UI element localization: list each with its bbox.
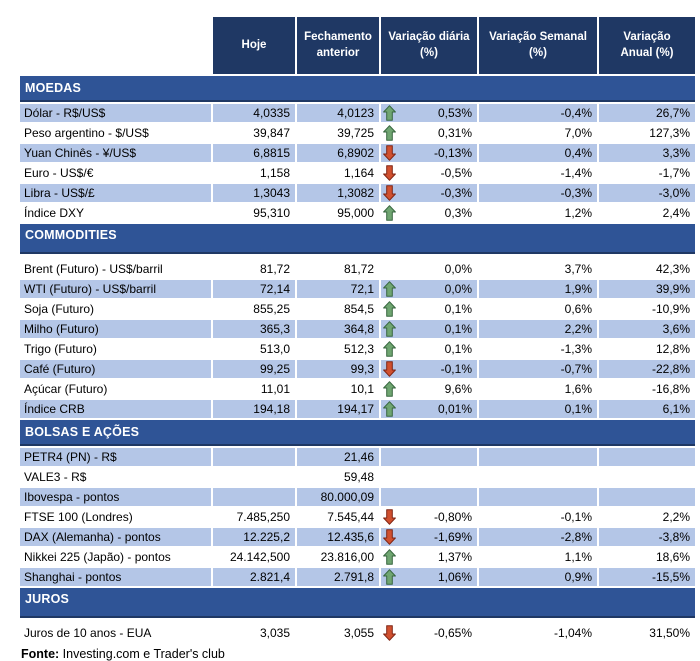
daily-variation-value: 9,6% — [444, 382, 472, 396]
row-label: Café (Futuro) — [20, 360, 211, 378]
weekly-variation-value: 1,2% — [564, 206, 592, 220]
annual-variation-value — [599, 448, 695, 466]
daily-variation-cell — [381, 300, 477, 318]
daily-variation-cell — [381, 488, 477, 506]
daily-variation-cell — [381, 508, 477, 526]
daily-variation-cell — [381, 380, 477, 398]
today-value: 1,3043 — [213, 184, 295, 202]
daily-variation-value: 1,06% — [437, 570, 472, 584]
previous-close-value: 3,055 — [343, 626, 374, 640]
weekly-variation-value: 1,1% — [564, 550, 592, 564]
daily-variation-value: 0,1% — [444, 342, 472, 356]
weekly-variation-value: -2,8% — [479, 528, 597, 546]
column-header-line: Variação diária — [388, 30, 470, 43]
section-header-commodities — [20, 224, 695, 254]
section-header-bolsas-e-acoes — [20, 420, 695, 446]
weekly-variation-value: -1,4% — [560, 166, 592, 180]
up-arrow-icon — [383, 301, 396, 317]
up-arrow-icon — [383, 281, 396, 297]
annual-variation-value: 12,8% — [655, 342, 690, 356]
row-label: Juros de 10 anos - EUA — [24, 626, 152, 640]
column-header-line: (%) — [529, 46, 547, 59]
today-value: 3,035 — [259, 626, 290, 640]
annual-variation-value: 18,6% — [655, 550, 690, 564]
previous-close-value: 512,3 — [343, 342, 374, 356]
row-label: Nikkei 225 (Japão) - pontos — [24, 550, 171, 564]
weekly-variation-value: 7,0% — [564, 126, 592, 140]
annual-variation-value: -3,8% — [599, 528, 695, 546]
annual-variation-value: 3,3% — [599, 144, 695, 162]
market-summary-table — [20, 17, 695, 661]
row-label: DAX (Alemanha) - pontos — [20, 528, 211, 546]
previous-close-value: 7.545,44 — [327, 510, 374, 524]
daily-variation-cell — [381, 164, 477, 182]
column-header-previous-close — [297, 17, 379, 74]
previous-close-value: 10,1 — [350, 382, 374, 396]
column-header-line: Hoje — [241, 38, 267, 51]
weekly-variation-value: 0,9% — [479, 568, 597, 586]
previous-close-value: 854,5 — [343, 302, 374, 316]
table-row-yuan-chines-us — [20, 144, 695, 162]
table-row-soja-futuro — [20, 300, 695, 318]
column-header-line: (%) — [420, 46, 438, 59]
column-header-annual-variation — [599, 17, 695, 74]
today-value: 513,0 — [259, 342, 290, 356]
daily-variation-value: -0,65% — [433, 626, 472, 640]
daily-variation-value: 0,0% — [444, 282, 472, 296]
table-row-dax-alemanha-pontos — [20, 528, 695, 546]
table-row-milho-futuro — [20, 320, 695, 338]
daily-variation-cell — [381, 104, 477, 122]
daily-variation-value: 0,53% — [437, 106, 472, 120]
annual-variation-value: 6,1% — [599, 400, 695, 418]
daily-variation-cell — [381, 624, 477, 642]
up-arrow-icon — [383, 205, 396, 221]
previous-close-value: 21,46 — [297, 448, 379, 466]
row-label: Euro - US$/€ — [24, 166, 94, 180]
previous-close-value: 6,8902 — [297, 144, 379, 162]
weekly-variation-value: 0,4% — [479, 144, 597, 162]
annual-variation-value: -1,7% — [658, 166, 690, 180]
annual-variation-value: -22,8% — [599, 360, 695, 378]
today-value: 11,01 — [260, 382, 290, 396]
today-value: 194,18 — [213, 400, 295, 418]
row-label: WTI (Futuro) - US$/barril — [20, 280, 211, 298]
section-title: BOLSAS E AÇÕES — [25, 425, 140, 439]
down-arrow-icon — [383, 509, 396, 525]
section-title: JUROS — [25, 592, 70, 606]
row-label: FTSE 100 (Londres) — [24, 510, 133, 524]
today-value: 6,8815 — [213, 144, 295, 162]
today-value: 95,310 — [253, 206, 290, 220]
daily-variation-value: -0,3% — [440, 186, 472, 200]
table-row-nikkei-225-japao-pontos — [20, 548, 695, 566]
table-row-cafe-futuro — [20, 360, 695, 378]
today-value: 2.821,4 — [213, 568, 295, 586]
annual-variation-value: 31,50% — [649, 626, 690, 640]
weekly-variation-value: -0,3% — [479, 184, 597, 202]
table-row-petr4-pn-r — [20, 448, 695, 466]
row-label: VALE3 - R$ — [24, 470, 87, 484]
column-header-line: Variação — [623, 30, 671, 43]
annual-variation-value: 26,7% — [599, 104, 695, 122]
row-label: Libra - US$/£ — [20, 184, 211, 202]
previous-close-value: 59,48 — [343, 470, 374, 484]
today-value: 72,14 — [213, 280, 295, 298]
table-body — [20, 76, 695, 642]
daily-variation-value: 0,0% — [444, 262, 472, 276]
annual-variation-value: -3,0% — [599, 184, 695, 202]
section-title: COMMODITIES — [25, 228, 117, 242]
up-arrow-icon — [383, 549, 396, 565]
today-value: 99,25 — [213, 360, 295, 378]
down-arrow-icon — [383, 625, 396, 641]
daily-variation-cell — [381, 468, 477, 486]
row-label: Dólar - R$/US$ — [20, 104, 211, 122]
daily-variation-value: -0,13% — [433, 146, 472, 160]
column-header-daily-variation — [381, 17, 477, 74]
source-text: Investing.com e Trader's club — [62, 647, 225, 661]
row-label: Soja (Futuro) — [24, 302, 95, 316]
annual-variation-value: 42,3% — [655, 262, 690, 276]
annual-variation-value: 2,2% — [662, 510, 690, 524]
up-arrow-icon — [383, 401, 396, 417]
down-arrow-icon — [383, 145, 396, 161]
daily-variation-value: -0,5% — [440, 166, 472, 180]
column-header-line: Variação Semanal — [489, 30, 587, 43]
daily-variation-cell — [381, 184, 477, 202]
annual-variation-value — [599, 488, 695, 506]
column-header-weekly-variation — [479, 17, 597, 74]
today-value: 855,25 — [253, 302, 290, 316]
daily-variation-cell — [381, 548, 477, 566]
daily-variation-cell — [381, 400, 477, 418]
today-value: 81,72 — [259, 262, 290, 276]
previous-close-value: 23.816,00 — [320, 550, 374, 564]
today-value: 39,847 — [253, 126, 290, 140]
weekly-variation-value: -1,04% — [553, 626, 592, 640]
table-row-juros-de-10-anos-eua — [20, 624, 695, 642]
weekly-variation-value: 3,7% — [564, 262, 592, 276]
today-value: 4,0335 — [213, 104, 295, 122]
daily-variation-cell — [381, 340, 477, 358]
table-row-ibovespa-pontos — [20, 488, 695, 506]
weekly-variation-value — [479, 488, 597, 506]
annual-variation-value: 3,6% — [599, 320, 695, 338]
daily-variation-value: -0,80% — [433, 510, 472, 524]
table-row-ftse-100-londres — [20, 508, 695, 526]
weekly-variation-value: 1,9% — [479, 280, 597, 298]
previous-close-value: 99,3 — [297, 360, 379, 378]
up-arrow-icon — [383, 341, 396, 357]
table-row-peso-argentino-us — [20, 124, 695, 142]
daily-variation-cell — [381, 260, 477, 278]
today-value — [213, 448, 295, 466]
weekly-variation-value: -0,1% — [560, 510, 592, 524]
section-header-juros — [20, 588, 695, 618]
up-arrow-icon — [383, 125, 396, 141]
weekly-variation-value: -0,4% — [479, 104, 597, 122]
row-label: Trigo (Futuro) — [24, 342, 97, 356]
today-value: 12.225,2 — [213, 528, 295, 546]
daily-variation-cell — [381, 124, 477, 142]
column-header-line: Fechamento — [304, 30, 372, 43]
today-value — [213, 468, 295, 486]
row-label: Açúcar (Futuro) — [24, 382, 108, 396]
previous-close-value: 1,3082 — [297, 184, 379, 202]
daily-variation-cell — [381, 568, 477, 586]
daily-variation-value: 0,01% — [437, 402, 472, 416]
table-row-trigo-futuro — [20, 340, 695, 358]
annual-variation-value: 39,9% — [599, 280, 695, 298]
weekly-variation-value — [479, 448, 597, 466]
weekly-variation-value: 0,1% — [479, 400, 597, 418]
annual-variation-value — [599, 468, 695, 486]
previous-close-value: 1,164 — [343, 166, 374, 180]
row-label: Índice DXY — [24, 206, 85, 220]
daily-variation-cell — [381, 320, 477, 338]
daily-variation-value: 1,37% — [437, 550, 472, 564]
daily-variation-value: 0,3% — [444, 206, 472, 220]
annual-variation-value: -15,5% — [599, 568, 695, 586]
column-header-line: Anual (%) — [620, 46, 674, 59]
table-row-shanghai-pontos — [20, 568, 695, 586]
weekly-variation-value: 0,6% — [564, 302, 592, 316]
row-label: Milho (Futuro) — [20, 320, 211, 338]
daily-variation-value: -1,69% — [433, 530, 472, 544]
weekly-variation-value: -0,7% — [479, 360, 597, 378]
daily-variation-value: -0,1% — [440, 362, 472, 376]
section-title: MOEDAS — [25, 81, 82, 95]
up-arrow-icon — [383, 321, 396, 337]
daily-variation-cell — [381, 360, 477, 378]
source-line — [20, 647, 695, 661]
table-row-vale3-r — [20, 468, 695, 486]
daily-variation-cell — [381, 448, 477, 466]
daily-variation-value: 0,1% — [444, 322, 472, 336]
table-row-libra-us — [20, 184, 695, 202]
previous-close-value: 39,725 — [337, 126, 374, 140]
today-value: 7.485,250 — [236, 510, 290, 524]
table-row-wti-futuro-us-barril — [20, 280, 695, 298]
up-arrow-icon — [383, 381, 396, 397]
annual-variation-value: -10,9% — [651, 302, 690, 316]
previous-close-value: 2.791,8 — [297, 568, 379, 586]
row-label: PETR4 (PN) - R$ — [20, 448, 211, 466]
daily-variation-cell — [381, 204, 477, 222]
table-row-euro-us — [20, 164, 695, 182]
today-value: 365,3 — [213, 320, 295, 338]
weekly-variation-value: 1,6% — [564, 382, 592, 396]
table-row-brent-futuro-us-barril — [20, 260, 695, 278]
daily-variation-cell — [381, 280, 477, 298]
up-arrow-icon — [383, 569, 396, 585]
table-row-indice-dxy — [20, 204, 695, 222]
today-value — [213, 488, 295, 506]
row-label: Ibovespa - pontos — [20, 488, 211, 506]
row-label: Índice CRB — [20, 400, 211, 418]
row-label: Yuan Chinês - ¥/US$ — [20, 144, 211, 162]
today-value: 1,158 — [259, 166, 290, 180]
previous-close-value: 4,0123 — [297, 104, 379, 122]
today-value: 24.142,500 — [229, 550, 290, 564]
table-row-dolar-r-us — [20, 104, 695, 122]
annual-variation-value: 127,3% — [649, 126, 690, 140]
weekly-variation-value: 2,2% — [479, 320, 597, 338]
column-header-line: anterior — [316, 46, 360, 59]
down-arrow-icon — [383, 185, 396, 201]
previous-close-value: 80.000,09 — [297, 488, 379, 506]
down-arrow-icon — [383, 165, 396, 181]
previous-close-value: 72,1 — [297, 280, 379, 298]
weekly-variation-value — [479, 468, 597, 486]
down-arrow-icon — [383, 361, 396, 377]
daily-variation-value: 0,31% — [437, 126, 472, 140]
section-header-moedas — [20, 76, 695, 102]
up-arrow-icon — [383, 105, 396, 121]
previous-close-value: 12.435,6 — [297, 528, 379, 546]
previous-close-value: 81,72 — [343, 262, 374, 276]
daily-variation-value: 0,1% — [444, 302, 472, 316]
weekly-variation-value: -1,3% — [560, 342, 592, 356]
down-arrow-icon — [383, 529, 396, 545]
row-label: Shanghai - pontos — [20, 568, 211, 586]
annual-variation-value: 2,4% — [662, 206, 690, 220]
daily-variation-cell — [381, 528, 477, 546]
previous-close-value: 364,8 — [297, 320, 379, 338]
daily-variation-cell — [381, 144, 477, 162]
column-header-row — [213, 17, 695, 74]
source-label: Fonte: — [21, 647, 60, 661]
row-label: Peso argentino - $/US$ — [24, 126, 149, 140]
row-label: Brent (Futuro) - US$/barril — [24, 262, 163, 276]
annual-variation-value: -16,8% — [651, 382, 690, 396]
table-row-indice-crb — [20, 400, 695, 418]
column-header-today — [213, 17, 295, 74]
previous-close-value: 95,000 — [337, 206, 374, 220]
previous-close-value: 194,17 — [297, 400, 379, 418]
table-row-acucar-futuro — [20, 380, 695, 398]
